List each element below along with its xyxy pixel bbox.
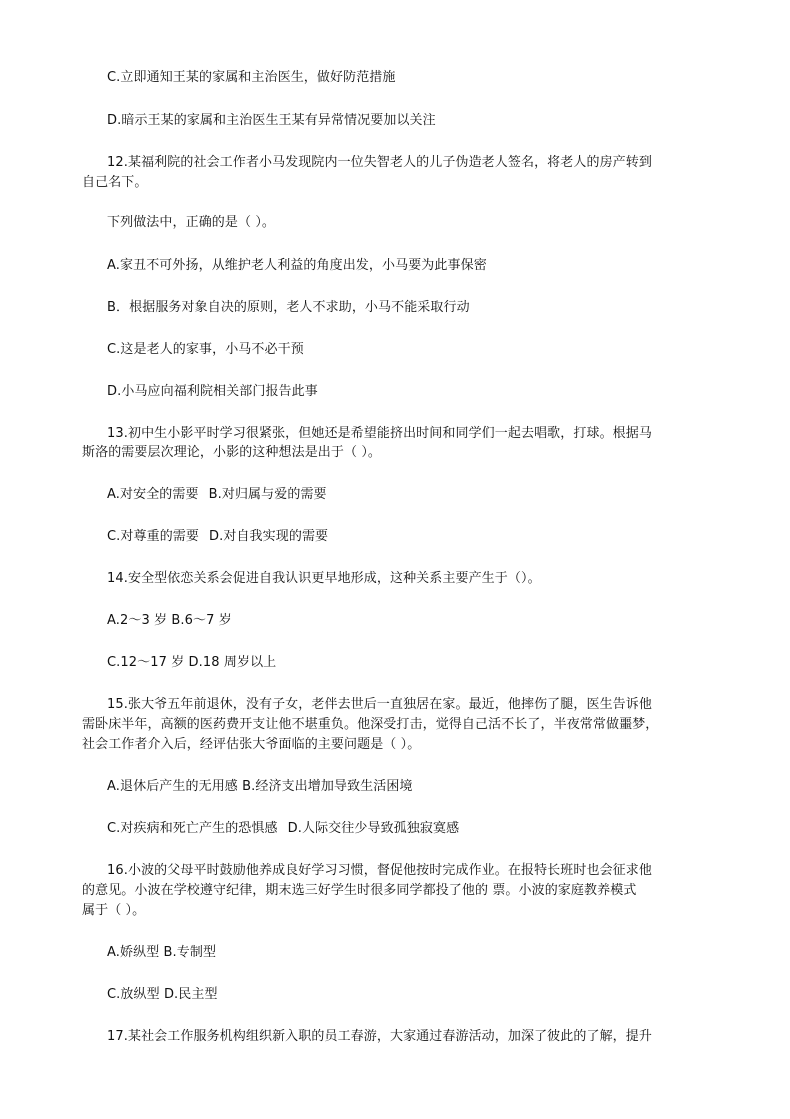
question-13-stem-cont: 斯洛的需要层次理论，小影的这种想法是出于（ ）。 [82, 445, 382, 460]
options-15-ab: A.退休后产生的无用感 B.经济支出增加导致生活困境 [107, 779, 413, 794]
question-15-stem-cont2: 社会工作者介入后，经评估张大爷面临的主要问题是（ ）。 [82, 737, 421, 752]
question-12-stem-cont: 自己名下。 [82, 175, 148, 190]
options-16-ab: A.娇纵型 B.专制型 [107, 945, 217, 960]
option-13d: D.对自我实现的需要 [209, 529, 329, 544]
option-12a: A.家丑不可外扬，从维护老人利益的角度出发，小马要为此事保密 [107, 258, 487, 273]
option-11d: D.暗示王某的家属和主治医生王某有异常情况要加以关注 [107, 113, 436, 128]
options-13-ab [107, 486, 327, 504]
question-14-stem: 14.安全型依恋关系会促进自我认识更早地形成，这种关系主要产生于（）。 [107, 571, 541, 586]
option-15c: C.对疾病和死亡产生的恐惧感 [107, 821, 278, 836]
options-16-cd: C.放纵型 D.民主型 [107, 987, 218, 1002]
options-14-cd: C.12～17 岁 D.18 周岁以上 [107, 655, 277, 670]
options-13-cd [107, 528, 328, 546]
question-17-stem: 17.某社会工作服务机构组织新入职的员工春游，大家通过春游活动，加深了彼此的了解，提升 [107, 1029, 652, 1044]
option-12b: B．根据服务对象自决的原则，老人不求助，小马不能采取行动 [107, 300, 470, 315]
question-13-stem: 13.初中生小影平时学习很紧张，但她还是希望能挤出时间和同学们一起去唱歌，打球。根据马 [107, 426, 652, 441]
options-14-ab: A.2～3 岁 B.6～7 岁 [107, 613, 232, 628]
question-12-stem: 12.某福利院的社会工作者小马发现院内一位失智老人的儿子伪造老人签名，将老人的房产转到 [107, 155, 652, 170]
option-12c: C.这是老人的家事，小马不必干预 [107, 342, 304, 357]
options-15-cd [107, 820, 459, 838]
question-16-stem-cont2: 属于（ ）。 [82, 903, 146, 918]
question-15-stem-cont1: 需卧床半年，高额的医药费开支让他不堪重负。他深受打击，觉得自己活不长了，半夜常常做噩梦， [82, 717, 659, 732]
question-12-prompt: 下列做法中，正确的是（ ）。 [107, 215, 276, 230]
option-11c: C.立即通知王某的家属和主治医生，做好防范措施 [107, 70, 396, 85]
question-16-stem: 16.小波的父母平时鼓励他养成良好学习习惯，督促他按时完成作业。在报特长班时也会征求他 [107, 863, 652, 878]
option-13c: C.对尊重的需要 [107, 529, 200, 544]
question-16-stem-cont1: 的意见。小波在学校遵守纪律，期末选三好学生时很多同学都投了他的 票。小波的家庭教养模式 [82, 883, 637, 898]
option-12d: D.小马应向福利院相关部门报告此事 [107, 384, 318, 399]
option-13b: B.对归属与爱的需要 [208, 487, 327, 502]
option-15d: D.人际交往少导致孤独寂寞感 [287, 821, 460, 836]
option-13a: A.对安全的需要 [107, 487, 199, 502]
question-15-stem: 15.张大爷五年前退休，没有子女，老伴去世后一直独居在家。最近，他摔伤了腿，医生告诉他 [107, 697, 652, 712]
